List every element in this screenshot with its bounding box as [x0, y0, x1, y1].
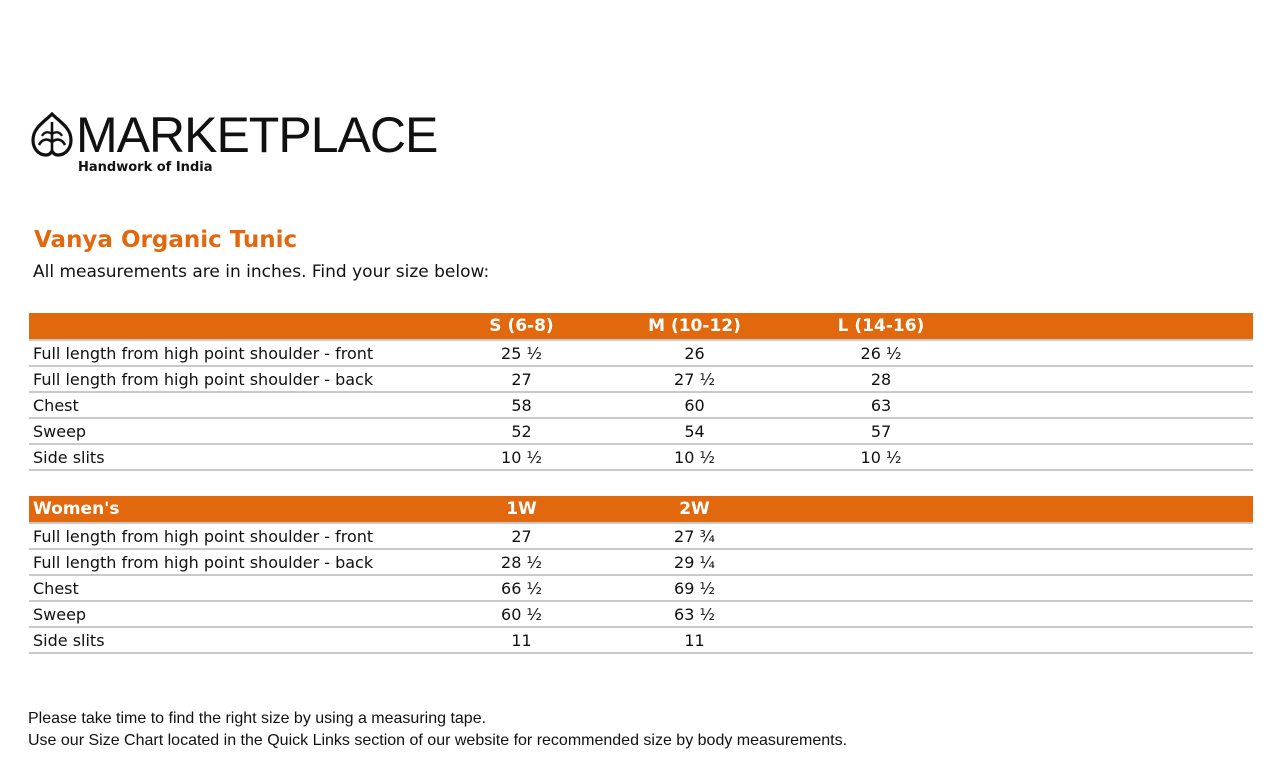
measurement-value: 26 [608, 340, 781, 366]
size-table-womens [29, 496, 1253, 654]
table-row [29, 575, 1253, 601]
header-size-1w: 1W [435, 496, 608, 523]
measurement-value [781, 549, 981, 575]
empty-cell [981, 444, 1253, 470]
footer-note-size-chart: Use our Size Chart located in the Quick Links section of our website for recommended size by body measurements. [28, 732, 848, 749]
header-size-l: L (14-16) [781, 313, 981, 340]
measurement-value: 60 ½ [435, 601, 608, 627]
size-table-header-row [29, 313, 1253, 340]
measurement-value: 52 [435, 418, 608, 444]
empty-cell [981, 601, 1253, 627]
table-row [29, 627, 1253, 653]
leaf-logo-icon [30, 112, 74, 158]
table-row [29, 418, 1253, 444]
measurement-value: 66 ½ [435, 575, 608, 601]
empty-cell [981, 575, 1253, 601]
brand-tagline: Handwork of India [78, 160, 213, 175]
measurement-value [781, 575, 981, 601]
brand-name: MARKETPLACE [76, 107, 438, 163]
measurement-label: Sweep [29, 418, 435, 444]
brand-logo [30, 107, 438, 178]
empty-cell [981, 392, 1253, 418]
footer-note-measuring: Please take time to find the right size by using a measuring tape. [28, 710, 487, 727]
size-table-misses [29, 313, 1253, 471]
table-row [29, 523, 1253, 549]
measurement-value [781, 627, 981, 653]
measurement-value [781, 601, 981, 627]
header-cell [29, 313, 435, 340]
empty-cell [981, 549, 1253, 575]
measurement-value: 29 ¼ [608, 549, 781, 575]
measurement-value: 63 [781, 392, 981, 418]
measurement-value [781, 523, 981, 549]
measurement-label: Side slits [29, 444, 435, 470]
empty-cell [981, 523, 1253, 549]
table-row [29, 549, 1253, 575]
measurement-label: Side slits [29, 627, 435, 653]
empty-cell [981, 418, 1253, 444]
measurement-value: 27 ½ [608, 366, 781, 392]
measurement-instructions: All measurements are in inches. Find your size below: [33, 262, 490, 282]
measurement-label: Full length from high point shoulder - front [29, 523, 435, 549]
measurement-value: 63 ½ [608, 601, 781, 627]
measurement-value: 28 ½ [435, 549, 608, 575]
table-row [29, 601, 1253, 627]
measurement-value: 27 ¾ [608, 523, 781, 549]
measurement-label: Full length from high point shoulder - back [29, 366, 435, 392]
empty-cell [981, 340, 1253, 366]
measurement-value: 54 [608, 418, 781, 444]
measurement-value: 10 ½ [781, 444, 981, 470]
header-size-m: M (10-12) [608, 313, 781, 340]
product-title: Vanya Organic Tunic [34, 227, 298, 253]
measurement-value: 10 ½ [435, 444, 608, 470]
measurement-value: 26 ½ [781, 340, 981, 366]
header-cell [781, 496, 981, 523]
measurement-label: Sweep [29, 601, 435, 627]
header-womens: Women's [29, 496, 435, 523]
measurement-value: 27 [435, 523, 608, 549]
measurement-value: 69 ½ [608, 575, 781, 601]
measurement-value: 28 [781, 366, 981, 392]
measurement-value: 11 [435, 627, 608, 653]
measurement-label: Full length from high point shoulder - back [29, 549, 435, 575]
table-row [29, 392, 1253, 418]
measurement-value: 11 [608, 627, 781, 653]
measurement-label: Full length from high point shoulder - front [29, 340, 435, 366]
measurement-label: Chest [29, 392, 435, 418]
header-cell [981, 313, 1253, 340]
measurement-value: 60 [608, 392, 781, 418]
measurement-value: 25 ½ [435, 340, 608, 366]
table-row [29, 444, 1253, 470]
table-row [29, 366, 1253, 392]
empty-cell [981, 627, 1253, 653]
header-size-2w: 2W [608, 496, 781, 523]
measurement-value: 27 [435, 366, 608, 392]
empty-cell [981, 366, 1253, 392]
table-row [29, 340, 1253, 366]
header-size-s: S (6-8) [435, 313, 608, 340]
size-table-header-row [29, 496, 1253, 523]
measurement-label: Chest [29, 575, 435, 601]
measurement-value: 58 [435, 392, 608, 418]
header-cell [981, 496, 1253, 523]
measurement-value: 10 ½ [608, 444, 781, 470]
measurement-value: 57 [781, 418, 981, 444]
